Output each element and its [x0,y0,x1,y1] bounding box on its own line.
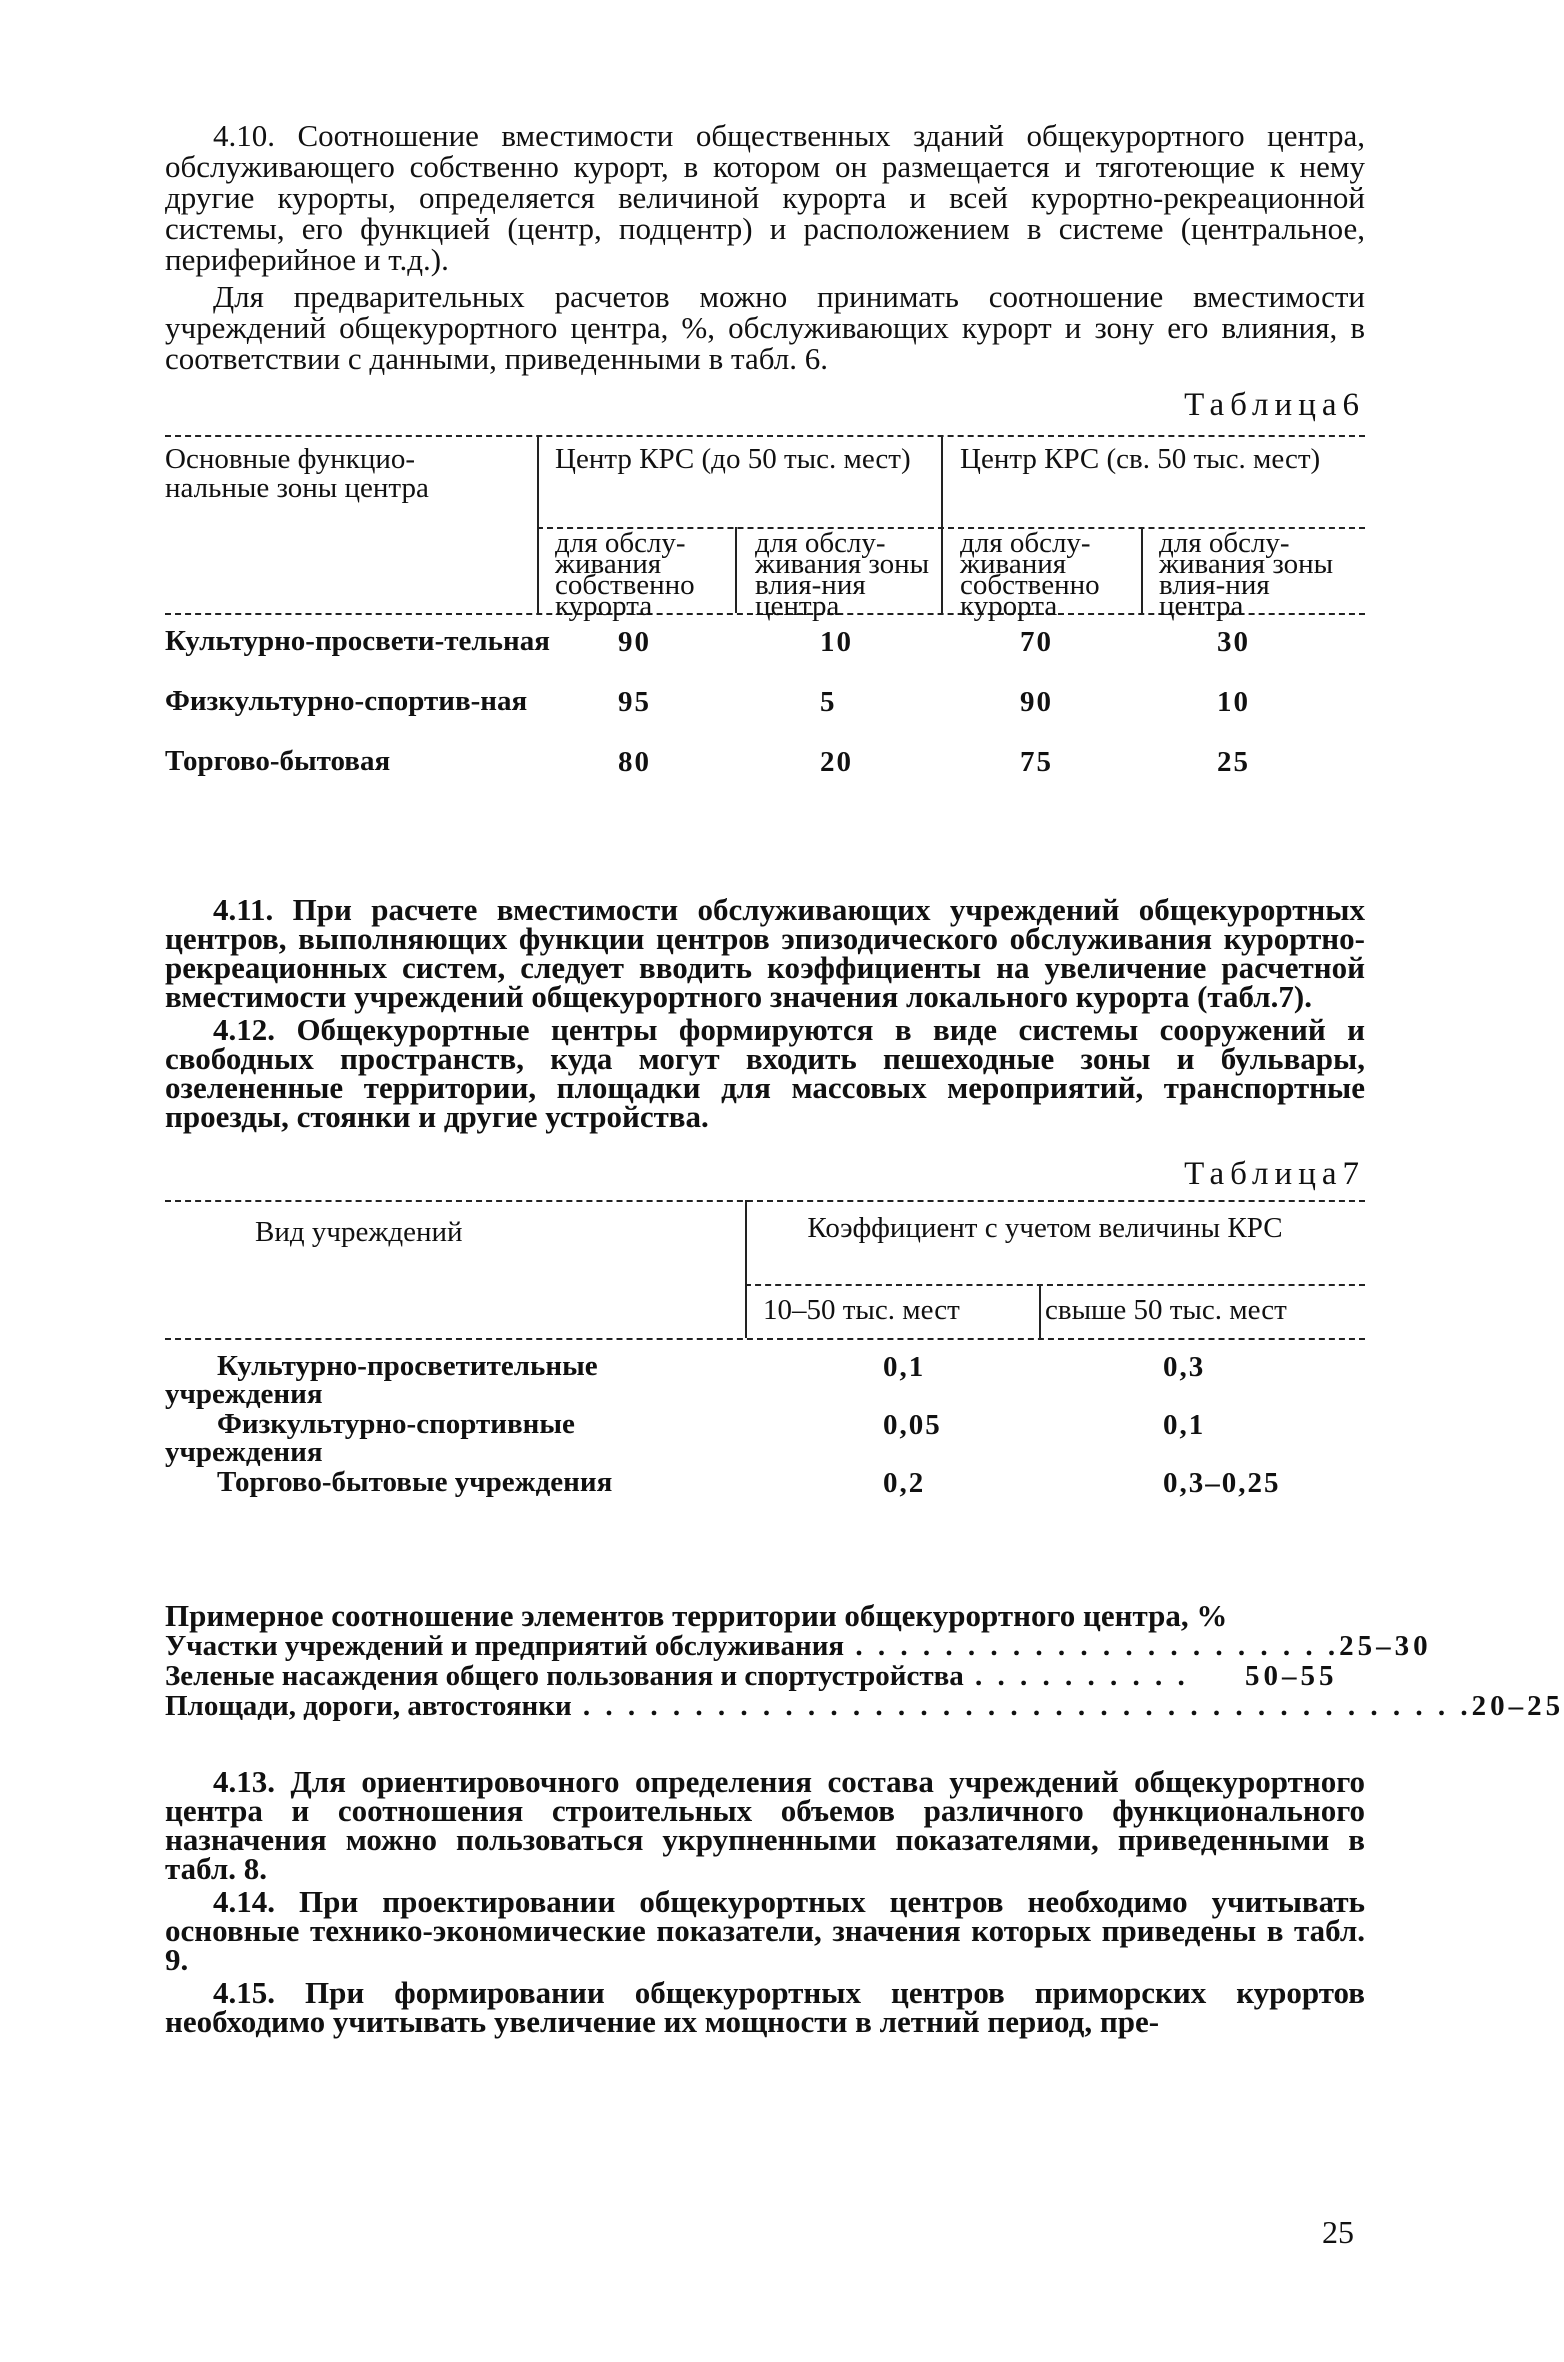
leader-dots: . . . . . . . . . . [963,1660,1189,1692]
table7-col-coef: Коэффициент с учетом величины КРС [807,1212,1283,1244]
table7-row-label: Физкультурно-спортивные учреждения [165,1408,575,1468]
territory-ratio-item [165,1690,1564,1722]
table6-col-zones: Основные функцио-нальные зоны центра [165,443,429,504]
table7-value: 0,2 [883,1467,926,1499]
page-content [165,118,1564,2039]
paragraph-4-10: 4.10. Соотношение вместимости общественных зданий общекурортного центра, обслуживающего собственно курорт, в котором он размещается и тяготеющие к нему другие курорты, определяется величиной курорта и всей курортно-рекреационной системы, его функцией (центр, подцентр) и расположением в системе (центральное, периферийное и т.д.). [165,118,1365,277]
table7-value: 0,1 [1163,1409,1206,1441]
table7-value: 0,3 [1163,1351,1206,1383]
table6-value: 10 [1217,686,1250,718]
table6-sub-own-1: для обслу-живания собственно курорта [555,527,695,622]
territory-ratio [165,1598,1564,1722]
territory-ratio-item [165,1661,1365,1691]
table6-top-rule [165,435,1365,437]
table7-vline-1 [745,1200,747,1338]
table6-value: 20 [820,746,853,778]
table7-top-rule [165,1200,1365,1202]
table6-row-label: Торгово-бытовая [165,745,391,777]
table-7 [165,1200,1365,1530]
table6-value: 10 [820,626,853,658]
paragraph-prelim: Для предварительных расчетов можно принимать соотношение вместимости учреждений общекурортного центра, %, обслуживающих курорт и зону его влияния, в соответствии с данными, приведенными в табл. 6. [165,279,1365,376]
table6-value: 90 [1020,686,1053,718]
ratio-value: 20–25 [1471,1690,1564,1722]
ratio-value: 50–55 [1245,1660,1338,1692]
table6-sub-zone-2: для обслу-живания зоны влия-ния центра [1159,527,1334,622]
ratio-label: Участки учреждений и предприятий обслуживания [165,1630,845,1662]
table6-vline-2 [735,527,737,613]
table6-value: 95 [618,686,651,718]
paragraph-4-13: 4.13. Для ориентировочного определения состава учреждений общекурортного центра и соотношения строительных объемов различного функционального назначения можно пользоваться укрупненными показателями, приведенными в табл. 8. [165,1764,1365,1886]
table6-value: 80 [618,746,651,778]
table6-vline-4 [1141,527,1143,613]
table6-row-label: Физкультурно-спортив-ная [165,685,528,717]
territory-ratio-item [165,1630,1432,1662]
ratio-value: 25–30 [1339,1630,1432,1662]
table-6 [165,435,1365,895]
table6-sub-own-2: для обслу-живания собственно курорта [960,527,1100,622]
table7-value: 0,3–0,25 [1163,1467,1281,1499]
ratio-label: Зеленые насаждения общего пользования и спортустройства [165,1660,964,1692]
table7-header-rule [165,1338,1365,1340]
table7-caption: Таблица7 [1184,1156,1365,1192]
table7-vline-2 [1039,1284,1041,1338]
page-number: 25 [1322,2214,1354,2250]
table6-vline-1 [537,435,539,613]
paragraph-4-15: 4.15. При формировании общекурортных центров приморских курортов необходимо учитывать увеличение их мощности в летний период, пре- [165,1975,1365,2039]
table6-col-small: Центр КРС (до 50 тыс. мест) [555,443,911,475]
table6-value: 25 [1217,746,1250,778]
table7-value: 0,05 [883,1409,942,1441]
table7-row-label: Культурно-просветительные учреждения [165,1350,598,1410]
table6-value: 5 [820,686,837,718]
paragraph-4-11: 4.11. При расчете вместимости обслуживающих учреждений общекурортных центров, выполняющих функции центров эпизодического обслуживания курортно-рекреационных систем, следует вводить коэффициенты на увеличение расчетной вместимости учреждений общекурортного значения локального курорта (табл.7). [165,892,1365,1014]
table6-col-large: Центр КРС (св. 50 тыс. мест) [960,443,1321,475]
table6-vline-3 [941,435,943,613]
table6-row-label: Культурно-просвети-тельная [165,625,550,657]
paragraph-4-14: 4.14. При проектировании общекурортных центров необходимо учитывать основные технико-экономические показатели, значения которых приведены в табл. 9. [165,1884,1365,1977]
table7-mid-rule [745,1284,1365,1286]
table7-row-label: Торгово-бытовые учреждения [217,1466,613,1498]
table6-value: 70 [1020,626,1053,658]
table6-value: 90 [618,626,651,658]
table6-value: 30 [1217,626,1250,658]
leader-dots: . . . . . . . . . . . . . . . . . . . . . . . . . . . . . . . . . . . . . . . . [571,1690,1472,1722]
table7-col-type: Вид учреждений [255,1216,463,1248]
table7-sub-a: 10–50 тыс. мест [763,1294,960,1326]
territory-ratio-heading: Примерное соотношение элементов территории общекурортного центра, % [165,1598,1228,1633]
table7-value: 0,1 [883,1351,926,1383]
table6-value: 75 [1020,746,1053,778]
table7-sub-b: свыше 50 тыс. мест [1045,1294,1287,1326]
ratio-label: Площади, дороги, автостоянки [165,1690,572,1722]
table6-caption: Таблица6 [1184,387,1365,423]
paragraph-4-12: 4.12. Общекурортные центры формируются в виде системы сооружений и свободных пространств, куда могут входить пешеходные зоны и бульвары, озелененные территории, площадки для массовых мероприятий, транспортные проезды, стоянки и другие устройства. [165,1012,1365,1134]
leader-dots: . . . . . . . . . . . . . . . . . . . . . . [844,1630,1340,1662]
table6-sub-zone-1: для обслу-живания зоны влия-ния центра [755,527,930,622]
